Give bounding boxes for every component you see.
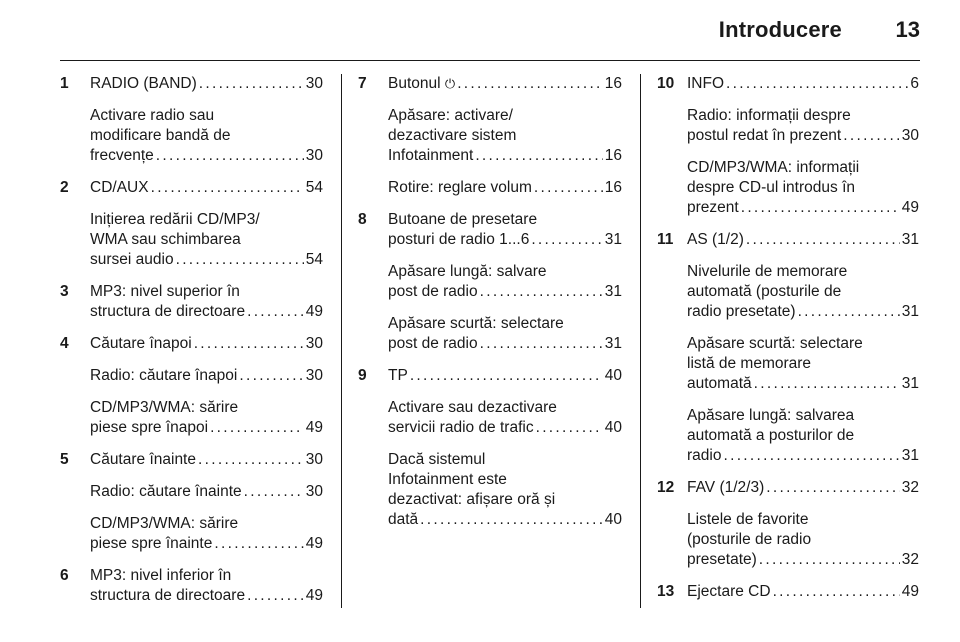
entry-label: structura de directoare <box>90 587 246 604</box>
dot-leader <box>410 366 603 386</box>
column-1 <box>60 74 323 606</box>
page-ref: 40 <box>604 367 622 384</box>
dot-leader <box>798 302 900 322</box>
page-ref: 49 <box>305 587 323 604</box>
entry-9 <box>358 366 622 530</box>
page-ref: 40 <box>604 419 622 436</box>
sub-text: sursei audio <box>90 251 174 268</box>
column-divider <box>341 74 342 608</box>
dot-leader <box>475 146 602 166</box>
page-ref: 16 <box>604 147 622 164</box>
dot-leader <box>534 178 603 198</box>
sub-text: post de radio <box>388 335 478 352</box>
sub-text: Infotainment <box>388 147 474 164</box>
sub-entry <box>388 398 622 438</box>
entry-number: 10 <box>657 75 675 92</box>
sub-text: Apăsare: activare/ <box>388 107 513 124</box>
page-ref: 30 <box>305 367 323 384</box>
sub-text: dată <box>388 511 419 528</box>
page-ref: 31 <box>901 375 919 392</box>
entry-label: INFO <box>687 75 725 92</box>
sub-text: despre CD-ul introdus în <box>687 179 855 196</box>
sub-entry <box>687 158 919 218</box>
dot-leader <box>480 282 603 302</box>
dot-leader <box>759 550 900 570</box>
sub-text: automată (posturile de <box>687 283 842 300</box>
page-title: Introducere <box>718 17 842 42</box>
sub-entry <box>90 482 323 502</box>
sub-entry <box>90 514 323 554</box>
page-ref: 31 <box>901 231 919 248</box>
entry-number: 5 <box>60 451 69 468</box>
dot-leader <box>176 250 304 270</box>
entry-number: 2 <box>60 179 69 196</box>
entry-2 <box>60 178 323 270</box>
dot-leader <box>420 510 603 530</box>
entry-label: MP3: nivel inferior în <box>90 567 232 584</box>
sub-text: Apăsare lungă: salvarea <box>687 407 855 424</box>
entry-label: Ejectare CD <box>687 583 771 600</box>
dot-leader <box>210 418 304 438</box>
page-ref: 30 <box>305 75 323 92</box>
sub-text: post de radio <box>388 283 478 300</box>
sub-entry <box>388 106 622 166</box>
sub-entry <box>90 398 323 438</box>
entry-label: posturi de radio 1...6 <box>388 231 530 248</box>
sub-text: frecvențe <box>90 147 154 164</box>
entry-label: structura de directoare <box>90 303 246 320</box>
sub-text: Infotainment este <box>388 471 507 488</box>
page-ref: 49 <box>305 303 323 320</box>
entry-6 <box>60 566 323 606</box>
dot-leader <box>726 74 908 94</box>
sub-text: Radio: informații despre <box>687 107 851 124</box>
sub-entry <box>90 366 323 386</box>
entry-5 <box>60 450 323 554</box>
sub-text: Nivelurile de memorare <box>687 263 848 280</box>
entry-number: 1 <box>60 75 69 92</box>
page-ref: 49 <box>901 199 919 216</box>
sub-text: Apăsare scurtă: selectare <box>388 315 564 332</box>
entry-number: 11 <box>657 231 674 248</box>
sub-text: automată a posturilor de <box>687 427 855 444</box>
sub-text: Apăsare lungă: salvare <box>388 263 547 280</box>
dot-leader <box>741 198 900 218</box>
dot-leader <box>746 230 900 250</box>
dot-leader <box>151 178 304 198</box>
page-ref: 31 <box>901 447 919 464</box>
entry-label: RADIO (BAND) <box>90 75 197 92</box>
page-ref: 16 <box>604 179 622 196</box>
sub-text: (posturile de radio <box>687 531 812 548</box>
sub-entry <box>687 510 919 570</box>
page-ref: 30 <box>901 127 919 144</box>
dot-leader <box>247 586 304 606</box>
dot-leader <box>480 334 603 354</box>
entry-4 <box>60 334 323 438</box>
dot-leader <box>156 146 304 166</box>
sub-text: prezent <box>687 199 739 216</box>
entry-number: 3 <box>60 283 69 300</box>
page-ref: 30 <box>305 451 323 468</box>
page-ref: 6 <box>910 75 919 92</box>
entry-7 <box>358 74 622 198</box>
dot-leader <box>536 418 603 438</box>
sub-text: piese spre înapoi <box>90 419 209 436</box>
page-ref: 16 <box>604 75 622 92</box>
page-ref: 49 <box>305 535 323 552</box>
entry-label: Căutare înapoi <box>90 335 192 352</box>
header-rule <box>60 60 920 61</box>
entry-label: Butonul <box>388 75 441 92</box>
dot-leader <box>244 482 304 502</box>
page-ref: 40 <box>604 511 622 528</box>
sub-text: dezactivat: afișare oră și <box>388 491 556 508</box>
column-3 <box>657 74 919 602</box>
entry-8 <box>358 210 622 354</box>
page-header <box>0 0 960 60</box>
sub-entry <box>687 334 919 394</box>
entry-label: Butoane de presetare <box>388 211 538 228</box>
sub-text: Apăsare scurtă: selectare <box>687 335 863 352</box>
sub-entry <box>388 450 622 530</box>
sub-text: presetate) <box>687 551 757 568</box>
sub-text: postul redat în prezent <box>687 127 842 144</box>
entry-label: FAV (1/2/3) <box>687 479 765 496</box>
page-ref: 30 <box>305 483 323 500</box>
sub-entry <box>687 262 919 322</box>
entry-label: MP3: nivel superior în <box>90 283 240 300</box>
dot-leader <box>754 374 900 394</box>
entry-12 <box>657 478 919 570</box>
sub-text: Activare sau dezactivare <box>388 399 557 416</box>
sub-entry <box>388 314 622 354</box>
sub-text: dezactivare sistem <box>388 127 517 144</box>
entry-label: Căutare înainte <box>90 451 196 468</box>
entry-number: 4 <box>60 335 69 352</box>
entry-1 <box>60 74 323 166</box>
power-icon: ⏻ <box>444 76 456 91</box>
dot-leader <box>247 302 304 322</box>
page-ref: 31 <box>604 231 622 248</box>
sub-text: listă de memorare <box>687 355 812 372</box>
entry-number: 9 <box>358 367 367 384</box>
dot-leader <box>239 366 303 386</box>
dot-leader <box>773 582 900 602</box>
entry-number: 7 <box>358 75 367 92</box>
entry-13 <box>657 582 919 602</box>
sub-text: Activare radio sau <box>90 107 215 124</box>
sub-text: automată <box>687 375 752 392</box>
entry-label: CD/AUX <box>90 179 149 196</box>
page-ref: 32 <box>901 479 919 496</box>
column-divider <box>640 74 641 608</box>
sub-entry <box>90 210 323 270</box>
sub-text: WMA sau schimbarea <box>90 231 241 248</box>
entry-number: 13 <box>657 583 675 600</box>
dot-leader <box>843 126 900 146</box>
page-ref: 49 <box>305 419 323 436</box>
sub-text: modificare bandă de <box>90 127 231 144</box>
dot-leader <box>194 334 304 354</box>
sub-text: CD/MP3/WMA: informații <box>687 159 860 176</box>
dot-leader <box>214 534 303 554</box>
sub-text: Radio: căutare înainte <box>90 483 242 500</box>
page-ref: 54 <box>305 251 323 268</box>
dot-leader <box>199 74 304 94</box>
entry-label: AS (1/2) <box>687 231 744 248</box>
entry-number: 12 <box>657 479 675 496</box>
entry-label: TP <box>388 367 408 384</box>
sub-text: servicii radio de trafic <box>388 419 534 436</box>
column-2 <box>358 74 622 530</box>
sub-entry <box>687 406 919 466</box>
sub-text: radio presetate) <box>687 303 796 320</box>
page-ref: 31 <box>901 303 919 320</box>
entry-number: 8 <box>358 211 367 228</box>
page-ref: 49 <box>901 583 919 600</box>
sub-text: radio <box>687 447 722 464</box>
page-ref: 31 <box>604 335 622 352</box>
sub-text: Rotire: reglare volum <box>388 179 532 196</box>
dot-leader <box>723 446 899 466</box>
entry-11 <box>657 230 919 466</box>
page-ref: 32 <box>901 551 919 568</box>
sub-text: Listele de favorite <box>687 511 809 528</box>
entry-number: 6 <box>60 567 69 584</box>
sub-text: CD/MP3/WMA: sărire <box>90 399 239 416</box>
sub-text: CD/MP3/WMA: sărire <box>90 515 239 532</box>
page-ref: 30 <box>305 335 323 352</box>
dot-leader <box>457 74 603 94</box>
page-number: 13 <box>895 17 920 42</box>
sub-text: Inițierea redării CD/MP3/ <box>90 211 260 228</box>
sub-text: Radio: căutare înapoi <box>90 367 238 384</box>
page-ref: 54 <box>305 179 323 196</box>
entry-10 <box>657 74 919 218</box>
page-ref: 30 <box>305 147 323 164</box>
sub-text: piese spre înainte <box>90 535 213 552</box>
sub-entry <box>90 106 323 166</box>
sub-entry <box>388 178 622 198</box>
dot-leader <box>198 450 304 470</box>
dot-leader <box>531 230 602 250</box>
sub-entry <box>388 262 622 302</box>
entry-3 <box>60 282 323 322</box>
page-ref: 31 <box>604 283 622 300</box>
dot-leader <box>766 478 900 498</box>
sub-entry <box>687 106 919 146</box>
sub-text: Dacă sistemul <box>388 451 486 468</box>
